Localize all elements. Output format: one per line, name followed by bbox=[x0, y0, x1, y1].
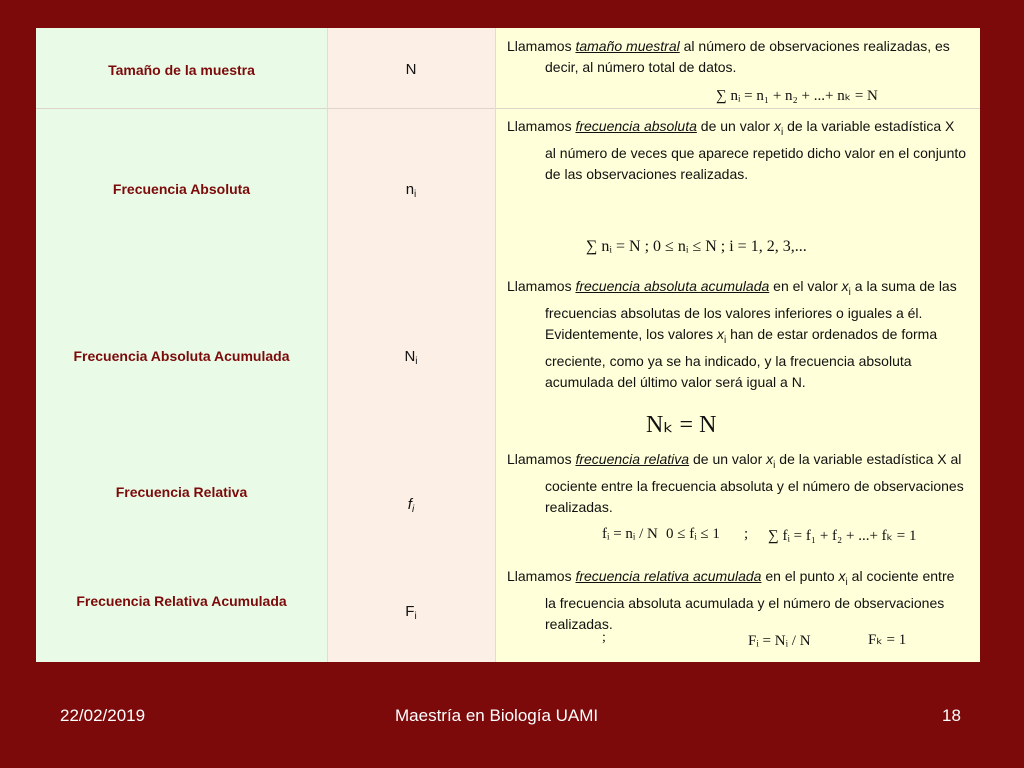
symbol-cell: $F_i$ bbox=[405, 603, 417, 622]
defined-term: frecuencia relativa bbox=[575, 451, 690, 467]
formula: Nₖ = N bbox=[646, 412, 717, 438]
symbol-column bbox=[327, 28, 495, 662]
formula-separator: ; bbox=[602, 630, 606, 645]
symbol-cell: $n_i$ bbox=[405, 181, 417, 200]
description-cell: Llamamos frecuencia absoluta de un valor $x_i$ de la variable estadística X al número de veces que aparece repetido dicho valor en el conjunto de las observaciones realizadas. bbox=[507, 118, 967, 182]
defined-term: frecuencia absoluta acumulada bbox=[575, 278, 770, 294]
column-divider bbox=[327, 28, 328, 662]
formula: ∑ nᵢ = n₁ + n₂ + ...+ nₖ = N bbox=[716, 88, 878, 104]
defined-term: frecuencia relativa acumulada bbox=[575, 568, 762, 584]
formula-separator: ; bbox=[744, 526, 749, 542]
formula: 0 ≤ fᵢ ≤ 1 bbox=[666, 526, 720, 542]
formula: ∑ fᵢ = f₁ + f₂ + ...+ fₖ = 1 bbox=[768, 528, 917, 544]
slide-date: 22/02/2019 bbox=[60, 706, 146, 725]
slide-number: 18 bbox=[942, 706, 961, 725]
row-divider bbox=[36, 108, 980, 109]
symbol-cell: $f_i$ bbox=[407, 496, 415, 515]
concept-label: Frecuencia Absoluta Acumulada bbox=[73, 348, 290, 364]
column-divider bbox=[495, 28, 496, 662]
description-cell: Llamamos frecuencia absoluta acumulada en el valor $x_i$ a la suma de las frecuencias absolutas de los valores inferiores o iguales a él. Evidentemente, los valores $x_i$ han de estar ordenados de forma creciente, como ya se ha indicado, y la frecuencia absoluta acumulada del último valor será igual a N. bbox=[507, 278, 957, 390]
concept-label: Frecuencia Relativa bbox=[115, 484, 248, 500]
definitions-table bbox=[36, 28, 980, 662]
description-cell: Llamamos tamaño muestral al número de observaciones realizadas, es decir, al número total de datos. bbox=[507, 38, 950, 75]
description-cell: Llamamos frecuencia relativa acumulada en el punto $x_i$ al cociente entre la frecuencia absoluta acumulada y el número de observaciones realizadas. bbox=[507, 568, 955, 632]
formula: Fₖ = 1 bbox=[868, 632, 907, 648]
concept-label: Frecuencia Absoluta bbox=[112, 181, 251, 197]
defined-term: frecuencia absoluta bbox=[575, 118, 697, 134]
formula: fᵢ = nᵢ / N bbox=[602, 526, 658, 542]
formula: ∑ nᵢ = N ; 0 ≤ nᵢ ≤ N ; i = 1, 2, 3,... bbox=[586, 238, 807, 255]
defined-term: tamaño muestral bbox=[575, 38, 680, 54]
description-cell: Llamamos frecuencia relativa de un valor $x_i$ de la variable estadística X al cociente entre la frecuencia absoluta y el número de observaciones realizadas. bbox=[507, 451, 964, 515]
formula: Fᵢ = Nᵢ / N bbox=[748, 633, 811, 649]
concept-label: Tamaño de la muestra bbox=[108, 62, 255, 78]
concept-label: Frecuencia Relativa Acumulada bbox=[76, 593, 287, 609]
symbol-cell: N bbox=[405, 61, 417, 78]
concept-column bbox=[36, 28, 327, 662]
symbol-cell: $N_i$ bbox=[404, 348, 418, 367]
slide-footer-title: Maestría en Biología UAMI bbox=[395, 706, 599, 725]
